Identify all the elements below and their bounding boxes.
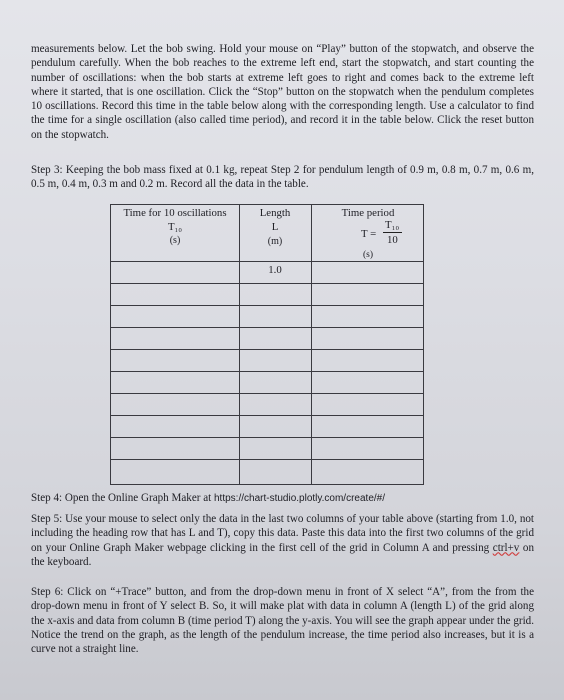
- table-header-divider: [111, 261, 423, 262]
- step-5-paragraph: [31, 512, 534, 569]
- table-row-divider: [111, 415, 423, 416]
- step-4-paragraph: [31, 491, 534, 506]
- table-column-divider: [311, 205, 312, 484]
- col3-header-title: Time period: [341, 207, 395, 219]
- graph-maker-link[interactable]: https://chart-studio.plotly.com/create/#/: [214, 493, 386, 504]
- step-3-paragraph: Step 3: Keeping the bob mass fixed at 0.1 kg, repeat Step 2 for pendulum length of 0.9 m, 0.8 m, 0.7 m, 0.6 m, 0.5 m, 0.4 m, 0.3 m and 0.2 m. Record all the data in the table.: [31, 164, 534, 191]
- col1-header-title: Time for 10 oscillations: [123, 207, 227, 219]
- step-5-text-end: on the keyboard.: [31, 541, 535, 568]
- col1-header-unit: (s): [169, 235, 181, 246]
- col2-header-unit: (m): [267, 236, 283, 247]
- table-row-divider: [111, 283, 423, 284]
- table-row-divider: [111, 459, 423, 460]
- fraction-bar: [383, 232, 402, 233]
- table-row-divider: [111, 349, 423, 350]
- table-row-divider: [111, 327, 423, 328]
- formula-prefix: T =: [361, 228, 377, 240]
- col1-header-symbol: T₁₀: [167, 221, 183, 233]
- table-row-divider: [111, 393, 423, 394]
- col2-header-symbol: L: [271, 221, 279, 233]
- step-4-text: Step 4: Open the Online Graph Maker at: [31, 492, 214, 504]
- table-row-divider: [111, 305, 423, 306]
- shortcut-keys: ctrl+v: [492, 541, 520, 554]
- step-5-text: Step 5: Use your mouse to select only the data in the last two columns of your table above (starting from 1.0, not including the heading row that has L and T), copy this data. Paste this data into the first two columns of the grid on your Online Graph Maker webpage clicking in the first cell of the grid in Column A and pressing: [31, 513, 534, 554]
- length-cell: 1.0: [268, 264, 282, 276]
- col2-header-title: Length: [259, 207, 291, 219]
- data-table: [110, 204, 424, 485]
- step-6-paragraph: Step 6: Click on “+Trace” button, and from the drop-down menu in front of X select “A”, from the from the drop-down menu in front of Y select B. So, it will make plat with data in column A (length L) of the grid along the x-axis and data from column B (time period T) along the y-axis. You will see the graph appear under the grid. Notice the trend on the graph, as the length of the pendulum increase, the time period also increases, but it is a curve not a straight line.: [31, 586, 534, 656]
- intro-paragraph: measurements below. Let the bob swing. Hold your mouse on “Play” button of the stopwatch, and observe the pendulum carefully. When the bob reaches to the extreme left end, start the stopwatch, and start counting the number of oscillations: when the bob starts at extreme left goes to right and comes back to the extreme left where it started, that is one oscillation. Click the “Stop” button on the stopwatch when the pendulum completes 10 oscillations. Record this time in the table below along with the corresponding length. Use a calculator to find the time for a single oscillation (also called time period), and record it in the table below. Click the reset button on the stopwatch.: [31, 43, 534, 141]
- table-row-divider: [111, 371, 423, 372]
- formula-numerator: T₁₀: [385, 219, 400, 231]
- period-formula: [361, 219, 431, 249]
- col3-header-unit: (s): [362, 250, 374, 260]
- formula-denominator: 10: [387, 234, 398, 246]
- table-row-divider: [111, 437, 423, 438]
